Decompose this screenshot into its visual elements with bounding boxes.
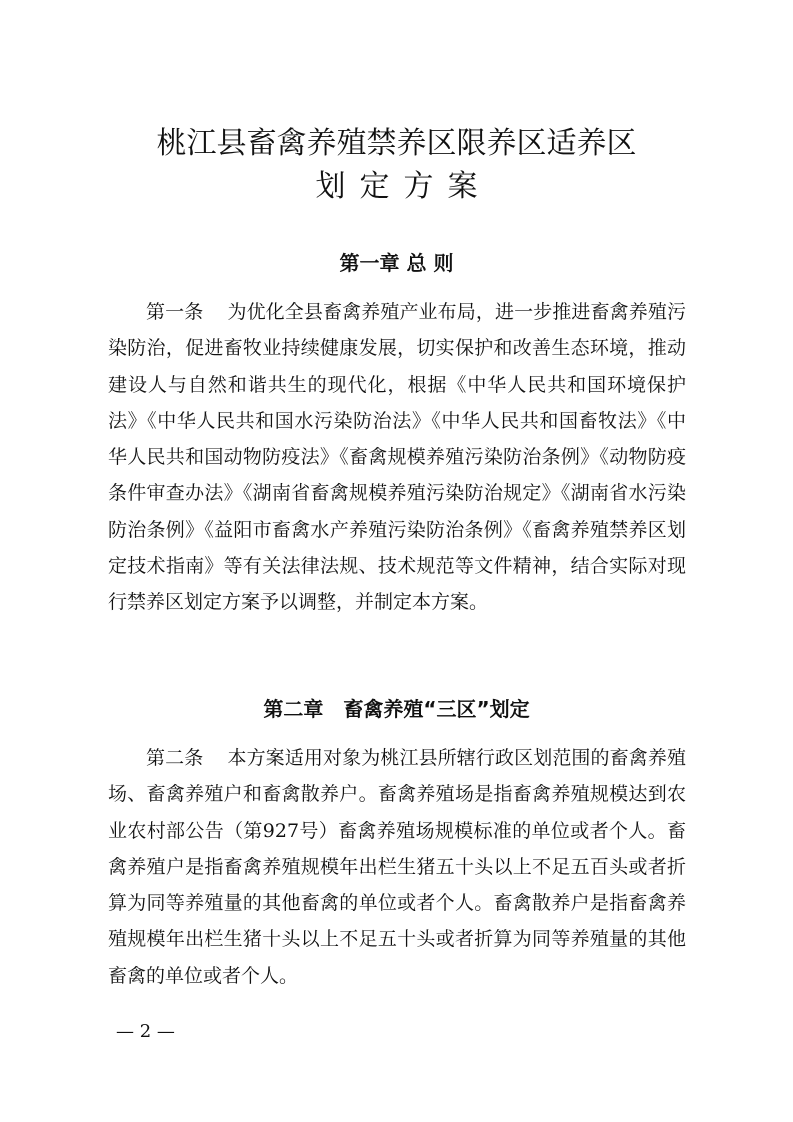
document-title-line-1: 桃江县畜禽养殖禁养区限养区适养区 bbox=[156, 126, 637, 161]
page-number: — 2 — bbox=[116, 1021, 175, 1042]
chapter-2-heading: 第二章 畜禽养殖“三区”划定 bbox=[263, 697, 530, 721]
article-2-text: 本方案适用对象为桃江县所辖行政区划范围的畜禽养殖场、畜禽养殖户和畜禽散养户。畜禽养殖场是指畜禽养殖规模达到农业农村部公告（第927号）畜禽养殖场规模标准的单位或者个人。畜禽养殖户是指畜禽养殖规模年出栏生猪五十头以上不足五百头或者折算为同等养殖量的其他畜禽的单位或者个人。畜禽散养户是指畜禽养殖规模年出栏生猪十头以上不足五十头或者折算为同等养殖量的其他畜禽的单位或者个人。 bbox=[108, 747, 686, 987]
article-2-label: 第二条 bbox=[146, 747, 204, 769]
article-2-paragraph bbox=[108, 740, 686, 994]
article-1-label: 第一条 bbox=[146, 301, 204, 323]
article-1-text: 为优化全县畜禽养殖产业布局，进一步推进畜禽养殖污染防治，促进畜牧业持续健康发展，切实保护和改善生态环境，推动建设人与自然和谐共生的现代化，根据《中华人民共和国环境保护法》《中华人民共和国水污染防治法》《中华人民共和国畜牧法》《中华人民共和国动物防疫法》《畜禽规模养殖污染防治条例》《动物防疫条件审查办法》《湖南省畜禽规模养殖污染防治规定》《湖南省水污染防治条例》《益阳市畜禽水产养殖污染防治条例》《畜禽养殖禁养区划定技术指南》等有关法律法规、技术规范等文件精神，结合实际对现行禁养区划定方案予以调整，并制定本方案。 bbox=[108, 301, 686, 614]
article-1-paragraph bbox=[108, 294, 686, 621]
chapter-1-heading: 第一章 总 则 bbox=[339, 251, 454, 275]
document-title-line-2: 划定方案 bbox=[315, 169, 492, 204]
